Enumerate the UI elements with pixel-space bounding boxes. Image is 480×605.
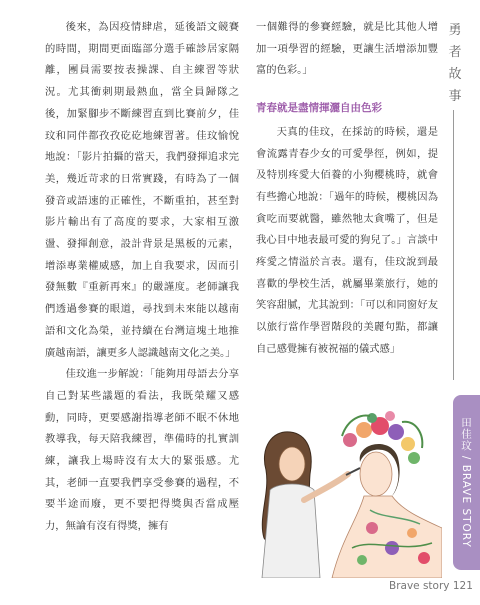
section-heading: 青春就是盡情揮灑自由色彩 xyxy=(256,102,382,115)
right-column xyxy=(256,17,438,361)
side-divider xyxy=(453,110,454,380)
left-paragraph-1: 後來，為因疫情肆虐，延後語文競賽的時間，期間更面臨部分選手確診居家隔離，團員需要按表操課、自主練習等狀況。尤其衝刺期最熱血，當全員歸隊之後，加緊腳步不斷練習直到比賽前夕，佳玟和同伴都孜孜矻矻地練習著。佳玟愉悅地說：「影片拍攝的當天，我們發揮追求完美，幾近苛求的日常實踐，有時為了一個發音或語速的正確性，不斷重拍，甚至對影片輸出有了高度的要求，大家相互激盪、發揮創意，設計背景是黑板的元素，增添專業權威感，加上自我要求，因而引發無數『重新再來』的嚴謹度。老師讓我們透過參賽的眼道，尋找到未來能以越南語和文化為榮，並持續在台灣這塊土地推廣越南語，讓更多人認識越南文化之美。」 xyxy=(45,21,239,359)
right-paragraph-2: 天真的佳玟，在採訪的時候，還是會流露青春少女的可愛學徑，例如，提及特別疼愛大佰養的小狗櫻桃時，就會有些擔心地說：「過年的時候，櫻桃因為貪吃而要就醫，雖然牠太貪嘴了，但是我心目中地表最可愛的狗兒了。」言談中疼愛之情溢於言表。還有，佳玟說到最喜歡的學校生活，就屬畢業旅行，她的笑容甜膩，尤其說到：「可以和同窗好友以旅行當作學習階段的美麗句點，都讓自己感覺擁有被祝福的儀式感」 xyxy=(256,125,438,355)
model-body xyxy=(332,496,442,578)
artist-arm xyxy=(304,474,348,500)
left-column xyxy=(45,17,239,538)
side-section-label xyxy=(444,20,466,108)
side-tab-label: 田佳玟 / BRAVE STORY xyxy=(460,417,472,548)
model-face xyxy=(360,452,392,496)
right-paragraph-1: 一個難得的參賽經驗，就是比其他人增加一項學習的經驗，更讓生活增添加豐富的色彩。」 xyxy=(256,21,438,77)
artist-face xyxy=(279,447,305,481)
side-label-char: 勇 xyxy=(448,23,462,38)
left-paragraph-2: 佳玟進一步解說：「能夠用母語去分享自己對某些議題的看法，我既榮耀又感動，同時，更要感謝指導老師不眠不休地教導我，每天陪我練習，準備時的扎實訓練，讓我上場時沒有太大的緊張感。尤其，老師一直要我們享受參賽的過程，不要半途而廢，更不要把得獎與否當成壓力，無論有沒有得獎，擁有 xyxy=(45,368,239,533)
side-label-char: 者 xyxy=(448,45,462,60)
illustration-makeup-artist xyxy=(252,378,442,578)
side-label-char: 故 xyxy=(448,67,462,82)
side-label-char: 事 xyxy=(448,89,462,104)
page-footer: Brave story 121 xyxy=(389,580,473,592)
